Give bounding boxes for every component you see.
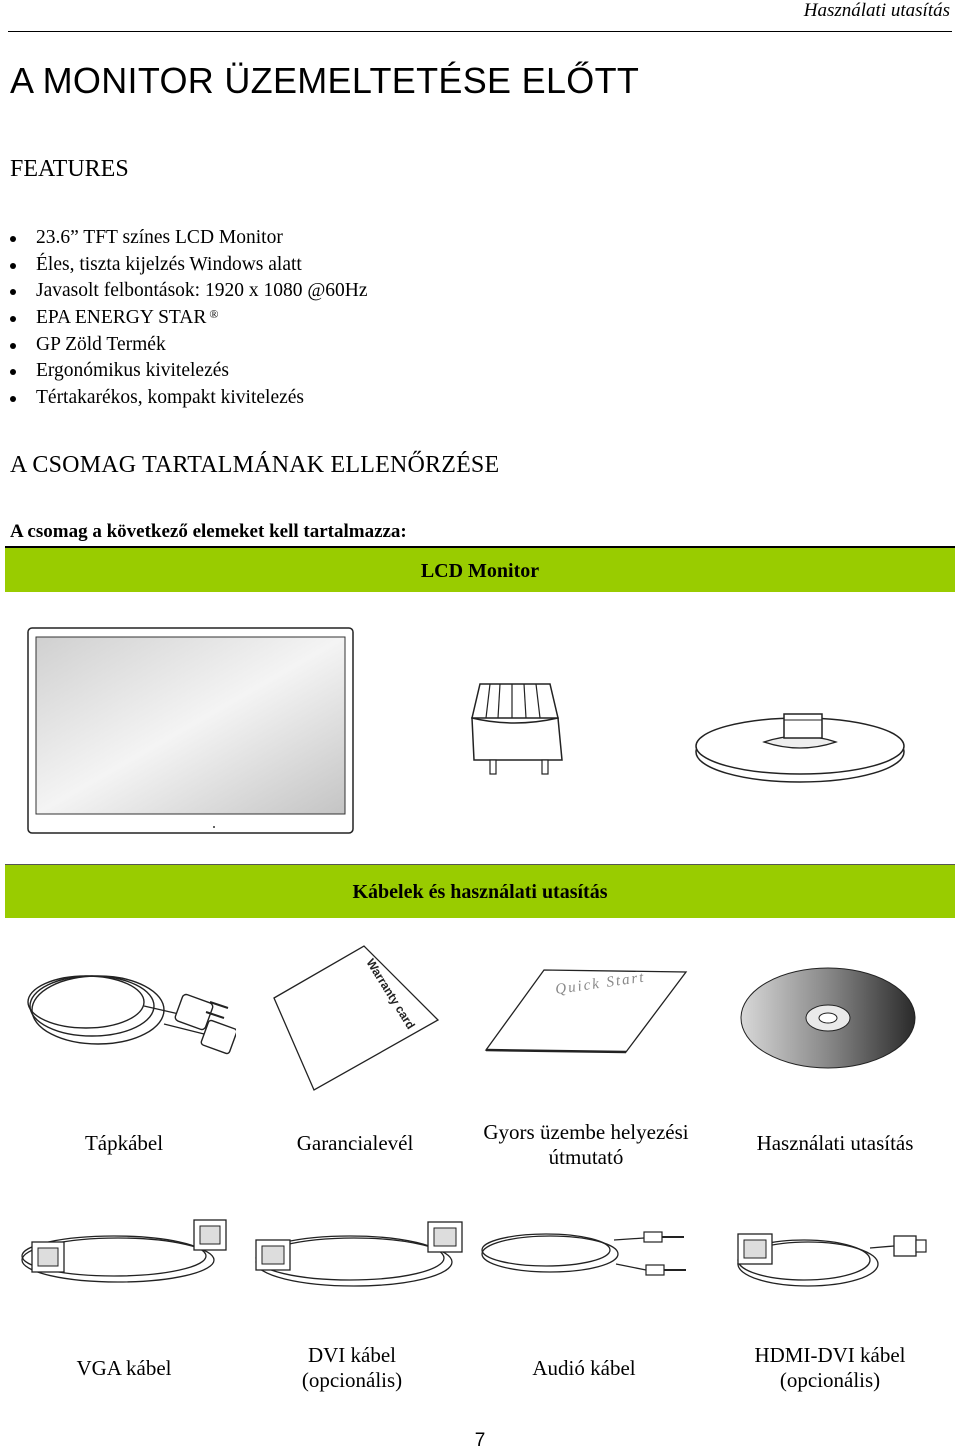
header-rule — [8, 31, 952, 32]
power-cable-illustration — [14, 962, 236, 1062]
audio-cable-illustration — [474, 1222, 688, 1286]
features-heading: FEATURES — [10, 156, 129, 182]
cd-illustration — [738, 964, 918, 1072]
hdmi-dvi-cable-illustration — [730, 1218, 930, 1290]
feature-item: Tértakarékos, kompakt kivitelezés — [36, 385, 368, 412]
caption-power-cable: Tápkábel — [84, 1131, 164, 1155]
monitor-illustration — [26, 626, 356, 836]
feature-item: Javasolt felbontások: 1920 x 1080 @60Hz — [36, 278, 368, 305]
caption-quick-start: Gyors üzembe helyezési útmutató — [483, 1120, 689, 1169]
vga-cable-illustration — [14, 1214, 236, 1290]
feature-item: GP Zöld Termék — [36, 332, 368, 359]
package-heading: A CSOMAG TARTALMÁNAK ELLENŐRZÉSE — [10, 452, 500, 478]
band-cables: Kábelek és használati utasítás — [5, 864, 955, 918]
page-number: 7 — [474, 1430, 486, 1451]
dvi-cable-illustration — [246, 1218, 468, 1294]
caption-audio-cable: Audió kábel — [532, 1356, 636, 1380]
feature-item: Éles, tiszta kijelzés Windows alatt — [36, 252, 368, 279]
warranty-card-illustration — [270, 940, 442, 1096]
feature-item: Ergonómikus kivitelezés — [36, 358, 368, 385]
features-list — [36, 225, 368, 412]
stand-neck-illustration — [462, 674, 574, 786]
feature-item: 23.6” TFT színes LCD Monitor — [36, 225, 368, 252]
page-title: A MONITOR ÜZEMELTETÉSE ELŐTT — [10, 60, 640, 101]
band-lcd-monitor: LCD Monitor — [5, 546, 955, 592]
stand-base-illustration — [692, 700, 908, 786]
caption-dvi-cable: DVI kábel (opcionális) — [301, 1343, 403, 1392]
warranty-card-label: Warranty card — [363, 956, 418, 1032]
caption-user-manual: Használati utasítás — [756, 1131, 914, 1155]
quick-start-label: Quick Start — [554, 969, 647, 998]
caption-warranty: Garancialevél — [296, 1131, 414, 1155]
quick-start-illustration — [482, 966, 692, 1058]
registered-mark: ® — [209, 307, 219, 322]
caption-hdmi-dvi-cable: HDMI-DVI kábel (opcionális) — [754, 1343, 906, 1392]
feature-item: EPA ENERGY STAR ® — [36, 305, 368, 332]
caption-vga-cable: VGA kábel — [76, 1356, 172, 1380]
header-title: Használati utasítás — [803, 0, 950, 21]
package-intro: A csomag a következő elemeket kell tartalmazza: — [10, 521, 407, 542]
